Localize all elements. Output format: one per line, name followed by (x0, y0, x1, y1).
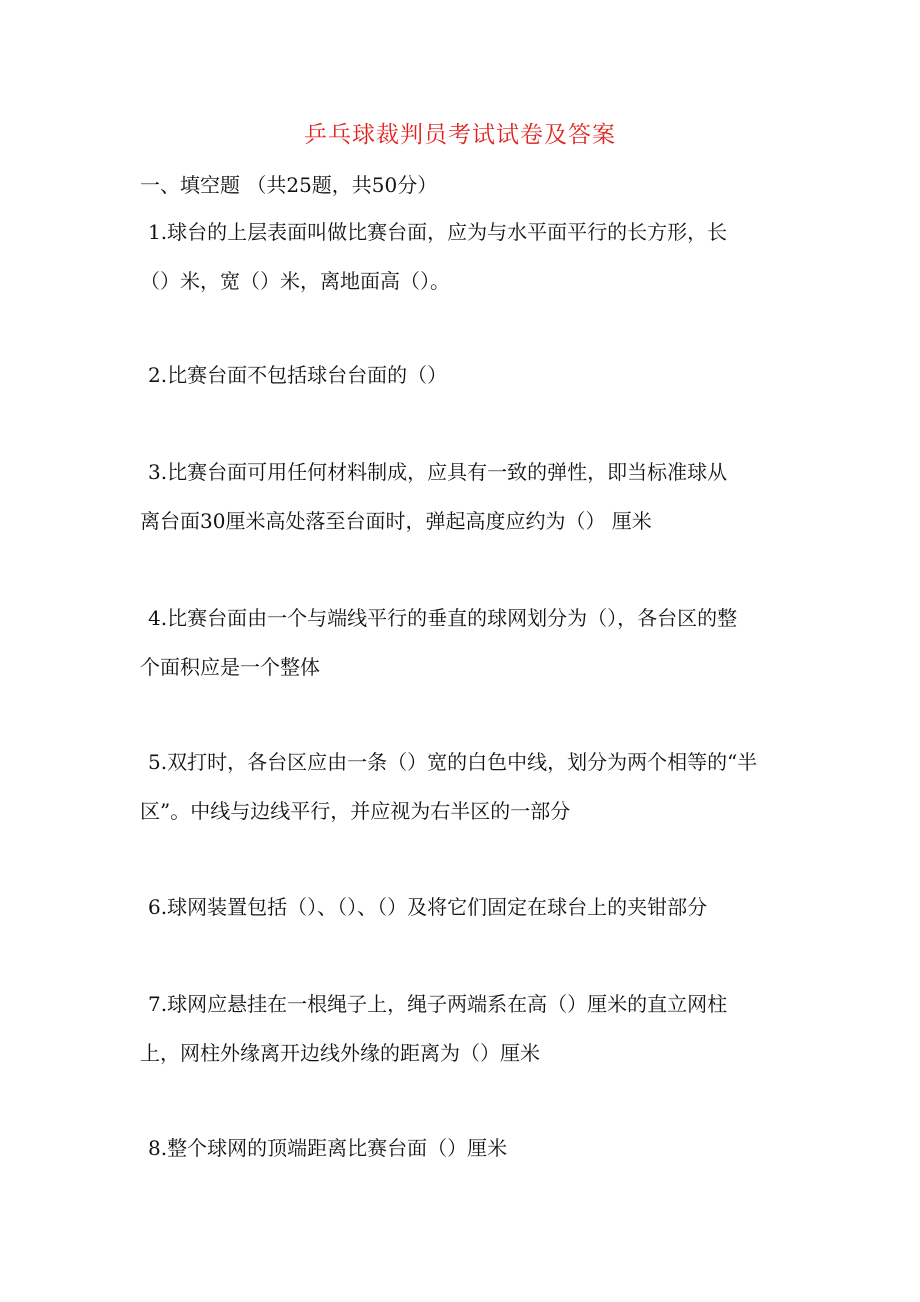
question-4-line-1: 4.比赛台面由一个与端线平行的垂直的球网划分为（），各台区的整 (148, 606, 738, 630)
question-3 (140, 448, 785, 546)
question-8-line-1: 8.整个球网的顶端距离比赛台面（）厘米 (148, 1136, 508, 1160)
question-6-line-1: 6.球网装置包括（）、（）、（）及将它们固定在球台上的夹钳部分 (148, 895, 708, 919)
question-7-line-1: 7.球网应悬挂在一根绳子上，绳子两端系在高（）厘米的直立网柱 (148, 992, 728, 1016)
question-1 (140, 208, 785, 306)
question-7-line-2: 上，网柱外缘离开边线外缘的距离为（）厘米 (140, 1041, 540, 1065)
question-3-line-2: 离台面30厘米高处落至台面时，弹起高度应约为（） 厘米 (140, 509, 652, 533)
question-5 (140, 738, 785, 836)
section-heading: 一、填空题 （共25题，共50分） (140, 173, 438, 197)
question-2 (140, 351, 785, 400)
question-5-line-1: 5.双打时，各台区应由一条（）宽的白色中线，划分为两个相等的“半 (148, 750, 758, 774)
question-4-line-2: 个面积应是一个整体 (140, 655, 320, 679)
document-title: 乒乓球裁判员考试试卷及答案 (304, 122, 616, 148)
question-2-line-1: 2.比赛台面不包括球台台面的（） (148, 363, 448, 387)
question-8 (140, 1124, 785, 1173)
question-5-line-2: 区”。中线与边线平行，并应视为右半区的一部分 (140, 799, 571, 823)
question-7 (140, 980, 785, 1078)
question-6 (140, 883, 785, 932)
question-1-line-1: 1.球台的上层表面叫做比赛台面，应为与水平面平行的长方形，长 (148, 220, 728, 244)
question-4 (140, 594, 785, 692)
question-1-line-2: （）米，宽（）米，离地面高（）。 (140, 269, 450, 293)
question-3-line-1: 3.比赛台面可用任何材料制成，应具有一致的弹性，即当标准球从 (148, 460, 728, 484)
